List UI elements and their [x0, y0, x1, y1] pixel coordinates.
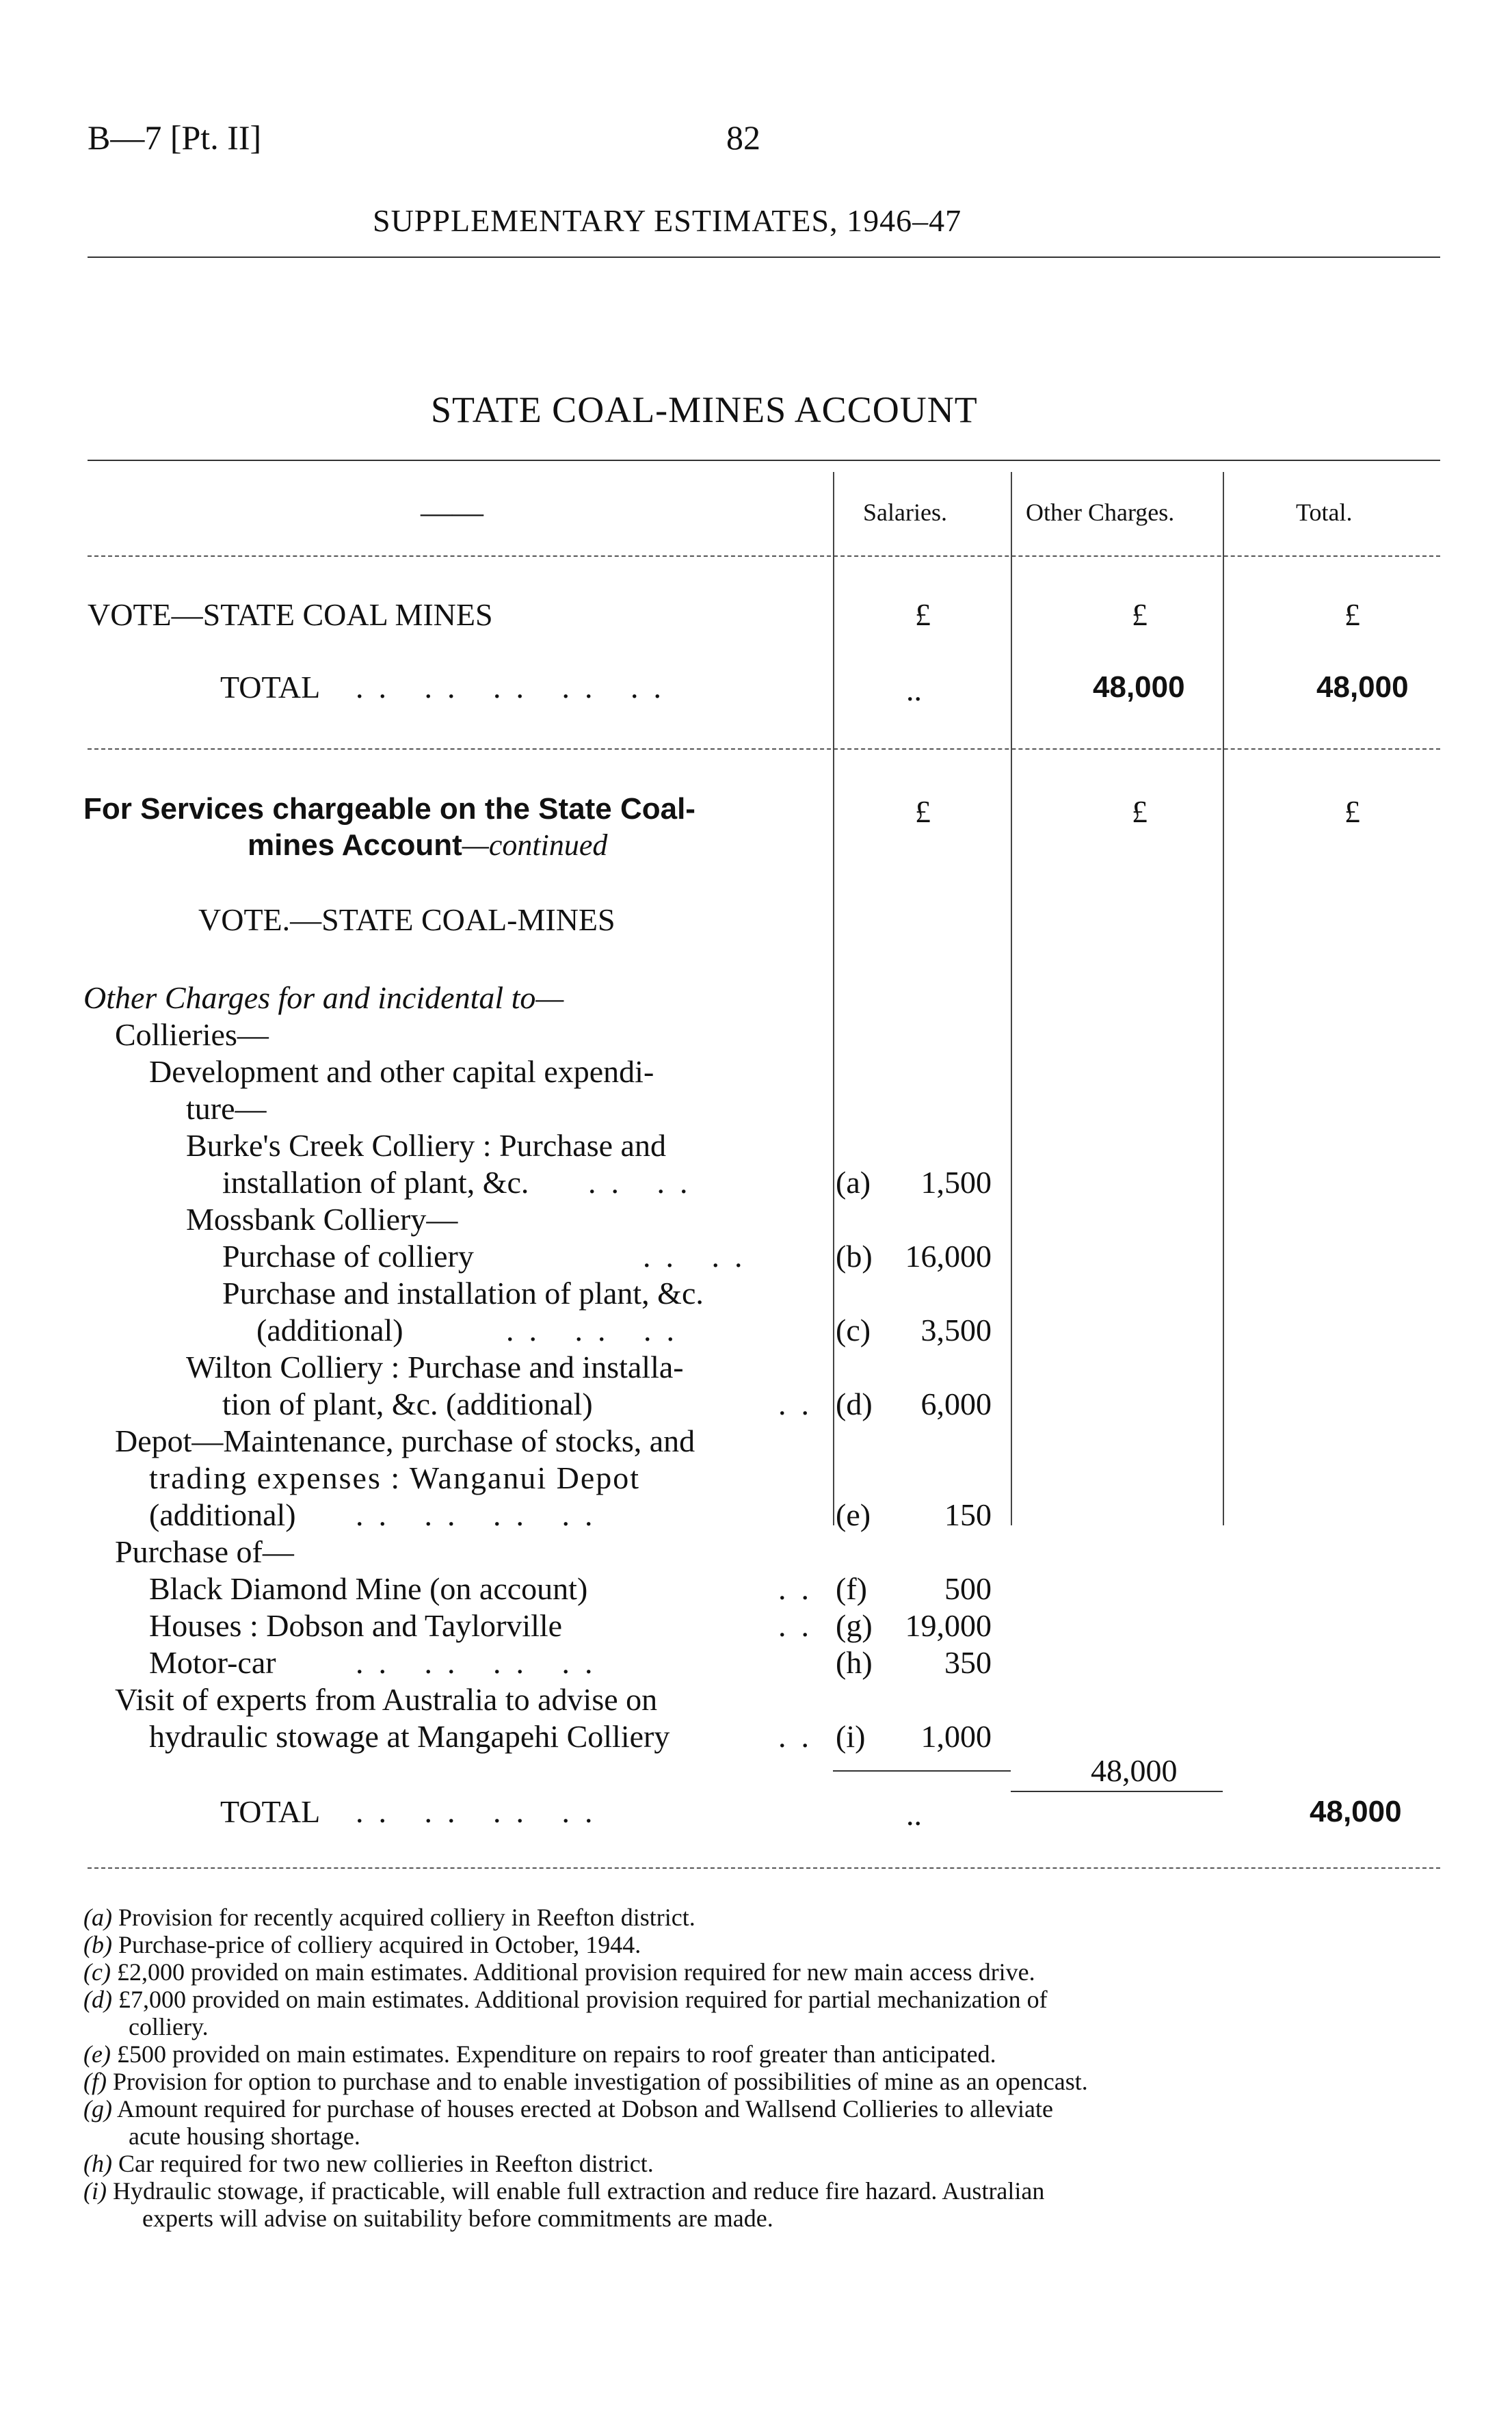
- line-moss-a: Purchase of colliery: [222, 1239, 474, 1274]
- detail-vote: VOTE.—STATE COAL-MINES: [198, 902, 615, 937]
- detail-total-salaries: ..: [906, 1797, 922, 1832]
- currency-salaries: £: [915, 597, 931, 632]
- page-title: STATE COAL-MINES ACCOUNT: [431, 389, 978, 430]
- amount-f: 500: [944, 1571, 992, 1606]
- summary-bottom-rule: [88, 748, 1440, 750]
- other-charges-heading: Other Charges for and incidental to—: [83, 980, 564, 1015]
- amount-ref-b: (b): [836, 1239, 873, 1274]
- leader-dots: .. ..: [588, 1165, 703, 1200]
- amount-ref-a: (a): [836, 1165, 871, 1200]
- leader-dots: .. .. .. ..: [356, 1497, 608, 1532]
- footnote: [83, 1903, 695, 1932]
- leader-dots: ..: [778, 1571, 824, 1606]
- amount-a: 1,500: [920, 1165, 992, 1200]
- footnote-ref: (f): [83, 2068, 107, 2095]
- line-houses: Houses : Dobson and Taylorville: [149, 1608, 563, 1643]
- footnote-ref: (e): [83, 2040, 111, 2068]
- running-title: SUPPLEMENTARY ESTIMATES, 1946–47: [373, 203, 962, 238]
- detail-currency-salaries: £: [915, 794, 931, 829]
- detail-currency-total: £: [1344, 794, 1360, 829]
- line-purchase: Purchase of—: [115, 1534, 294, 1569]
- vote-label: VOTE—STATE COAL MINES: [88, 597, 493, 632]
- footnote-text: Provision for option to purchase and to enable investigation of possibilities of mine as an opencast.: [112, 2068, 1088, 2095]
- footnote: [83, 2149, 654, 2178]
- header-bottom-rule: [88, 555, 1440, 557]
- leader-dots: ..: [778, 1608, 824, 1643]
- summary-total-total: 48,000: [1316, 670, 1409, 704]
- salaries-header: Salaries.: [863, 499, 947, 526]
- detail-total-label: TOTAL: [220, 1794, 321, 1829]
- line-moss-b2: (additional): [256, 1313, 403, 1348]
- footnote-ref: (g): [83, 2095, 112, 2123]
- line-moss-b1: Purchase and installation of plant, &c.: [222, 1276, 704, 1311]
- footnote-text: £2,000 provided on main estimates. Additional provision required for new main access drive.: [116, 1958, 1035, 1986]
- footnote: [83, 2040, 996, 2068]
- page-number: 82: [726, 118, 760, 157]
- column-rule-2: [1011, 472, 1012, 1525]
- line-burke1: Burke's Creek Colliery : Purchase and: [186, 1128, 666, 1163]
- footnote-text: Car required for two new collieries in Reefton district.: [118, 2150, 654, 2177]
- column-rule-3: [1223, 472, 1224, 1525]
- other-charges-header: Other Charges.: [1026, 499, 1175, 526]
- amount-c: 3,500: [920, 1313, 992, 1348]
- footnote-text: Provision for recently acquired colliery in Reefton district.: [118, 1904, 695, 1931]
- footnote-text: Amount required for purchase of houses erected at Dobson and Wallsend Collieries to alleviate: [117, 2095, 1054, 2123]
- stub-header: ——: [421, 495, 483, 529]
- line-wilton1: Wilton Colliery : Purchase and installa-: [186, 1350, 684, 1384]
- footnote-continuation: colliery.: [129, 2013, 209, 2040]
- detail-heading-line2: [248, 828, 607, 863]
- page-reference: B—7 [Pt. II]: [88, 118, 262, 157]
- currency-total: £: [1344, 597, 1360, 632]
- footnote-ref: (a): [83, 1904, 112, 1931]
- footnote-continuation: acute housing shortage.: [129, 2123, 360, 2150]
- footnote: [83, 2094, 1053, 2123]
- amount-h: 350: [944, 1645, 992, 1680]
- footnote-ref: (d): [83, 1986, 112, 2013]
- line-visit1: Visit of experts from Australia to advise on: [115, 1682, 658, 1717]
- footnote-text: Purchase-price of colliery acquired in October, 1944.: [118, 1931, 641, 1958]
- footnote-ref: (c): [83, 1958, 111, 1986]
- leader-dots: ..: [778, 1387, 824, 1421]
- line-visit2: hydraulic stowage at Mangapehi Colliery: [149, 1719, 670, 1754]
- leader-dots: .. .. .. .. ..: [356, 670, 676, 705]
- amount-e: 150: [944, 1497, 992, 1532]
- other-subtotal-rule: [1011, 1791, 1223, 1792]
- summary-total-label: TOTAL: [220, 670, 321, 705]
- total-header: Total.: [1296, 499, 1353, 526]
- detail-heading-line1: For Services chargeable on the State Coal-: [83, 792, 695, 826]
- footnote: [83, 2067, 1088, 2096]
- line-motor: Motor-car: [149, 1645, 276, 1680]
- line-wilton2: tion of plant, &c. (additional): [222, 1387, 593, 1421]
- footnote-text: £7,000 provided on main estimates. Additional provision required for partial mechanization of: [118, 1986, 1048, 2013]
- footnote-ref: (h): [83, 2150, 112, 2177]
- line-depot1: Depot—Maintenance, purchase of stocks, and: [115, 1423, 695, 1458]
- line-dev2: ture—: [186, 1091, 267, 1126]
- amount-ref-f: (f): [836, 1571, 867, 1606]
- line-depot3: (additional): [149, 1497, 296, 1532]
- salaries-subtotal-rule: [833, 1770, 1011, 1772]
- footnote-text: £500 provided on main estimates. Expenditure on repairs to roof greater than anticipated.: [116, 2040, 996, 2068]
- leader-dots: .. .. ..: [506, 1313, 689, 1348]
- currency-other: £: [1132, 597, 1148, 632]
- amount-ref-h: (h): [836, 1645, 873, 1680]
- table-top-rule: [88, 460, 1440, 461]
- summary-total-other: 48,000: [1093, 670, 1185, 704]
- footnote: [83, 2177, 1044, 2205]
- detail-heading-bold: mines Account: [248, 828, 462, 862]
- detail-heading-italic: —continued: [462, 828, 608, 862]
- amount-ref-i: (i): [836, 1719, 866, 1754]
- amount-d: 6,000: [920, 1387, 992, 1421]
- amount-ref-e: (e): [836, 1497, 871, 1532]
- table-bottom-rule: [88, 1867, 1440, 1869]
- detail-total-total: 48,000: [1310, 1795, 1402, 1828]
- leader-dots: .. ..: [643, 1239, 758, 1274]
- amount-ref-d: (d): [836, 1387, 873, 1421]
- leader-dots: .. .. .. ..: [356, 1794, 608, 1829]
- footnote-ref: (i): [83, 2177, 107, 2205]
- footnote: [83, 1930, 641, 1959]
- footnote-ref: (b): [83, 1931, 112, 1958]
- line-dev: Development and other capital expendi-: [149, 1054, 654, 1089]
- line-depot2: trading expenses : Wanganui Depot: [149, 1460, 641, 1495]
- amount-g: 19,000: [905, 1608, 992, 1643]
- line-moss: Mossbank Colliery—: [186, 1202, 458, 1237]
- column-rule-1: [833, 472, 834, 1525]
- summary-total-salaries: ..: [906, 672, 922, 707]
- footnote-text: Hydraulic stowage, if practicable, will enable full extraction and reduce fire hazard. Australian: [112, 2177, 1045, 2205]
- amount-ref-g: (g): [836, 1608, 873, 1643]
- leader-dots: ..: [778, 1719, 824, 1754]
- line-collieries: Collieries—: [115, 1017, 269, 1052]
- line-black: Black Diamond Mine (on account): [149, 1571, 588, 1606]
- amount-i: 1,000: [920, 1719, 992, 1754]
- footnote: [83, 1958, 1035, 1986]
- amount-b: 16,000: [905, 1239, 992, 1274]
- footnote-continuation: experts will advise on suitability before commitments are made.: [142, 2205, 773, 2232]
- line-burke2: installation of plant, &c.: [222, 1165, 529, 1200]
- header-rule: [88, 257, 1440, 258]
- amount-ref-c: (c): [836, 1313, 871, 1348]
- footnote: [83, 1985, 1048, 2014]
- detail-currency-other: £: [1132, 794, 1148, 829]
- other-charges-subtotal: 48,000: [1091, 1753, 1178, 1788]
- leader-dots: .. .. .. ..: [356, 1645, 608, 1680]
